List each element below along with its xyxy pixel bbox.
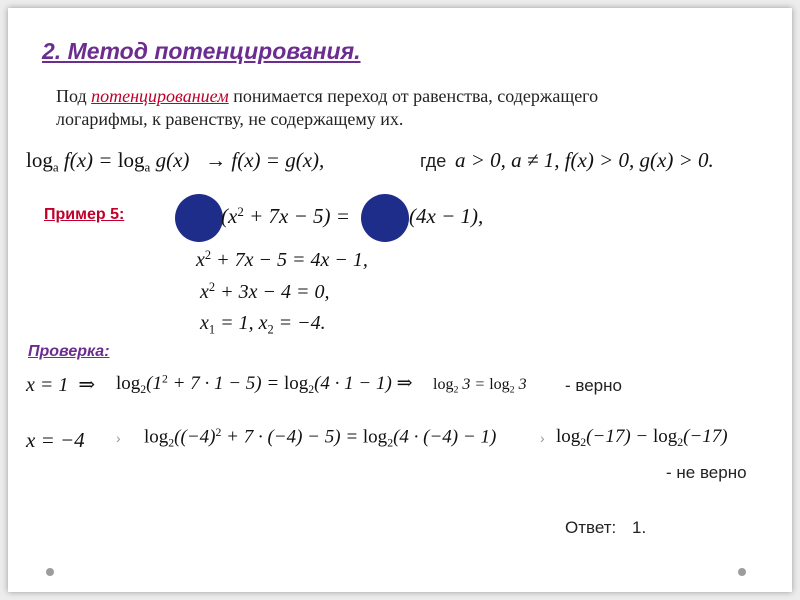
step-3: $x_1 = 1$, $x_2 = -4$. xyxy=(200,312,326,337)
example-label: Пример 5: xyxy=(44,206,125,223)
rule-formula: $\log_a f(x) = \log_a g(x) \to f(x) = g(x)$, xyxy=(26,148,325,175)
step-1: $x^2 + 7x - 5 = 4x - 1$, xyxy=(196,248,368,271)
example-equation-right: (4x − 1), xyxy=(409,204,484,228)
corner-dot-left xyxy=(46,568,54,576)
definition-line-1 xyxy=(56,85,598,108)
rule-conditions: a > 0, a ≠ 1, f(x) > 0, g(x) > 0. xyxy=(455,148,714,172)
check-label: Проверка: xyxy=(28,343,110,360)
log-mask-right xyxy=(361,194,409,242)
log-mask-left xyxy=(175,194,223,242)
example-equation: $(x^2 + 7x - 5)$ = xyxy=(221,204,350,229)
answer-label: Ответ: xyxy=(565,518,617,537)
definition-prefix: Под xyxy=(56,86,92,106)
check-x2-value: x = −4 xyxy=(26,428,85,452)
definition-line-2: логарифмы, к равенству, не содержащему их. xyxy=(56,109,404,129)
slide xyxy=(8,8,792,592)
check-x1-value: x = 1 ⇒ xyxy=(26,374,96,396)
check-x2-result: $\log_2(-17) - \log_2(-17)$ xyxy=(556,426,728,450)
check-x1-expression: $\log_2(1^2 + 7 \cdot 1 - 5) = \log_2(4 \cdot 1 - 1)$ ⇒ xyxy=(116,372,413,397)
answer-value: 1. xyxy=(632,518,647,537)
step-2: $x^2 + 3x - 4 = 0$, xyxy=(200,280,330,303)
check-x2-verdict: - не верно xyxy=(666,463,747,482)
slide-title: 2. Метод потенцирования. xyxy=(42,38,361,64)
definition-suffix: понимается переход от равенства, содержащего xyxy=(228,86,599,106)
check-x2-arrow-2: › xyxy=(540,430,545,446)
check-x2-arrow: › xyxy=(116,430,121,446)
rule-where: где xyxy=(420,151,447,171)
definition-text xyxy=(56,85,598,131)
check-x2-expression: $\log_2((-4)^2 + 7 \cdot (-4) - 5) = \log_2(4 \cdot (-4) - 1)$ xyxy=(144,426,497,450)
check-x1-verdict: - верно xyxy=(565,376,622,395)
corner-dot-right xyxy=(738,568,746,576)
check-x1-result: $\log_2 3 = \log_2 3$ xyxy=(433,376,527,396)
definition-highlight: потенцированием xyxy=(91,86,229,106)
